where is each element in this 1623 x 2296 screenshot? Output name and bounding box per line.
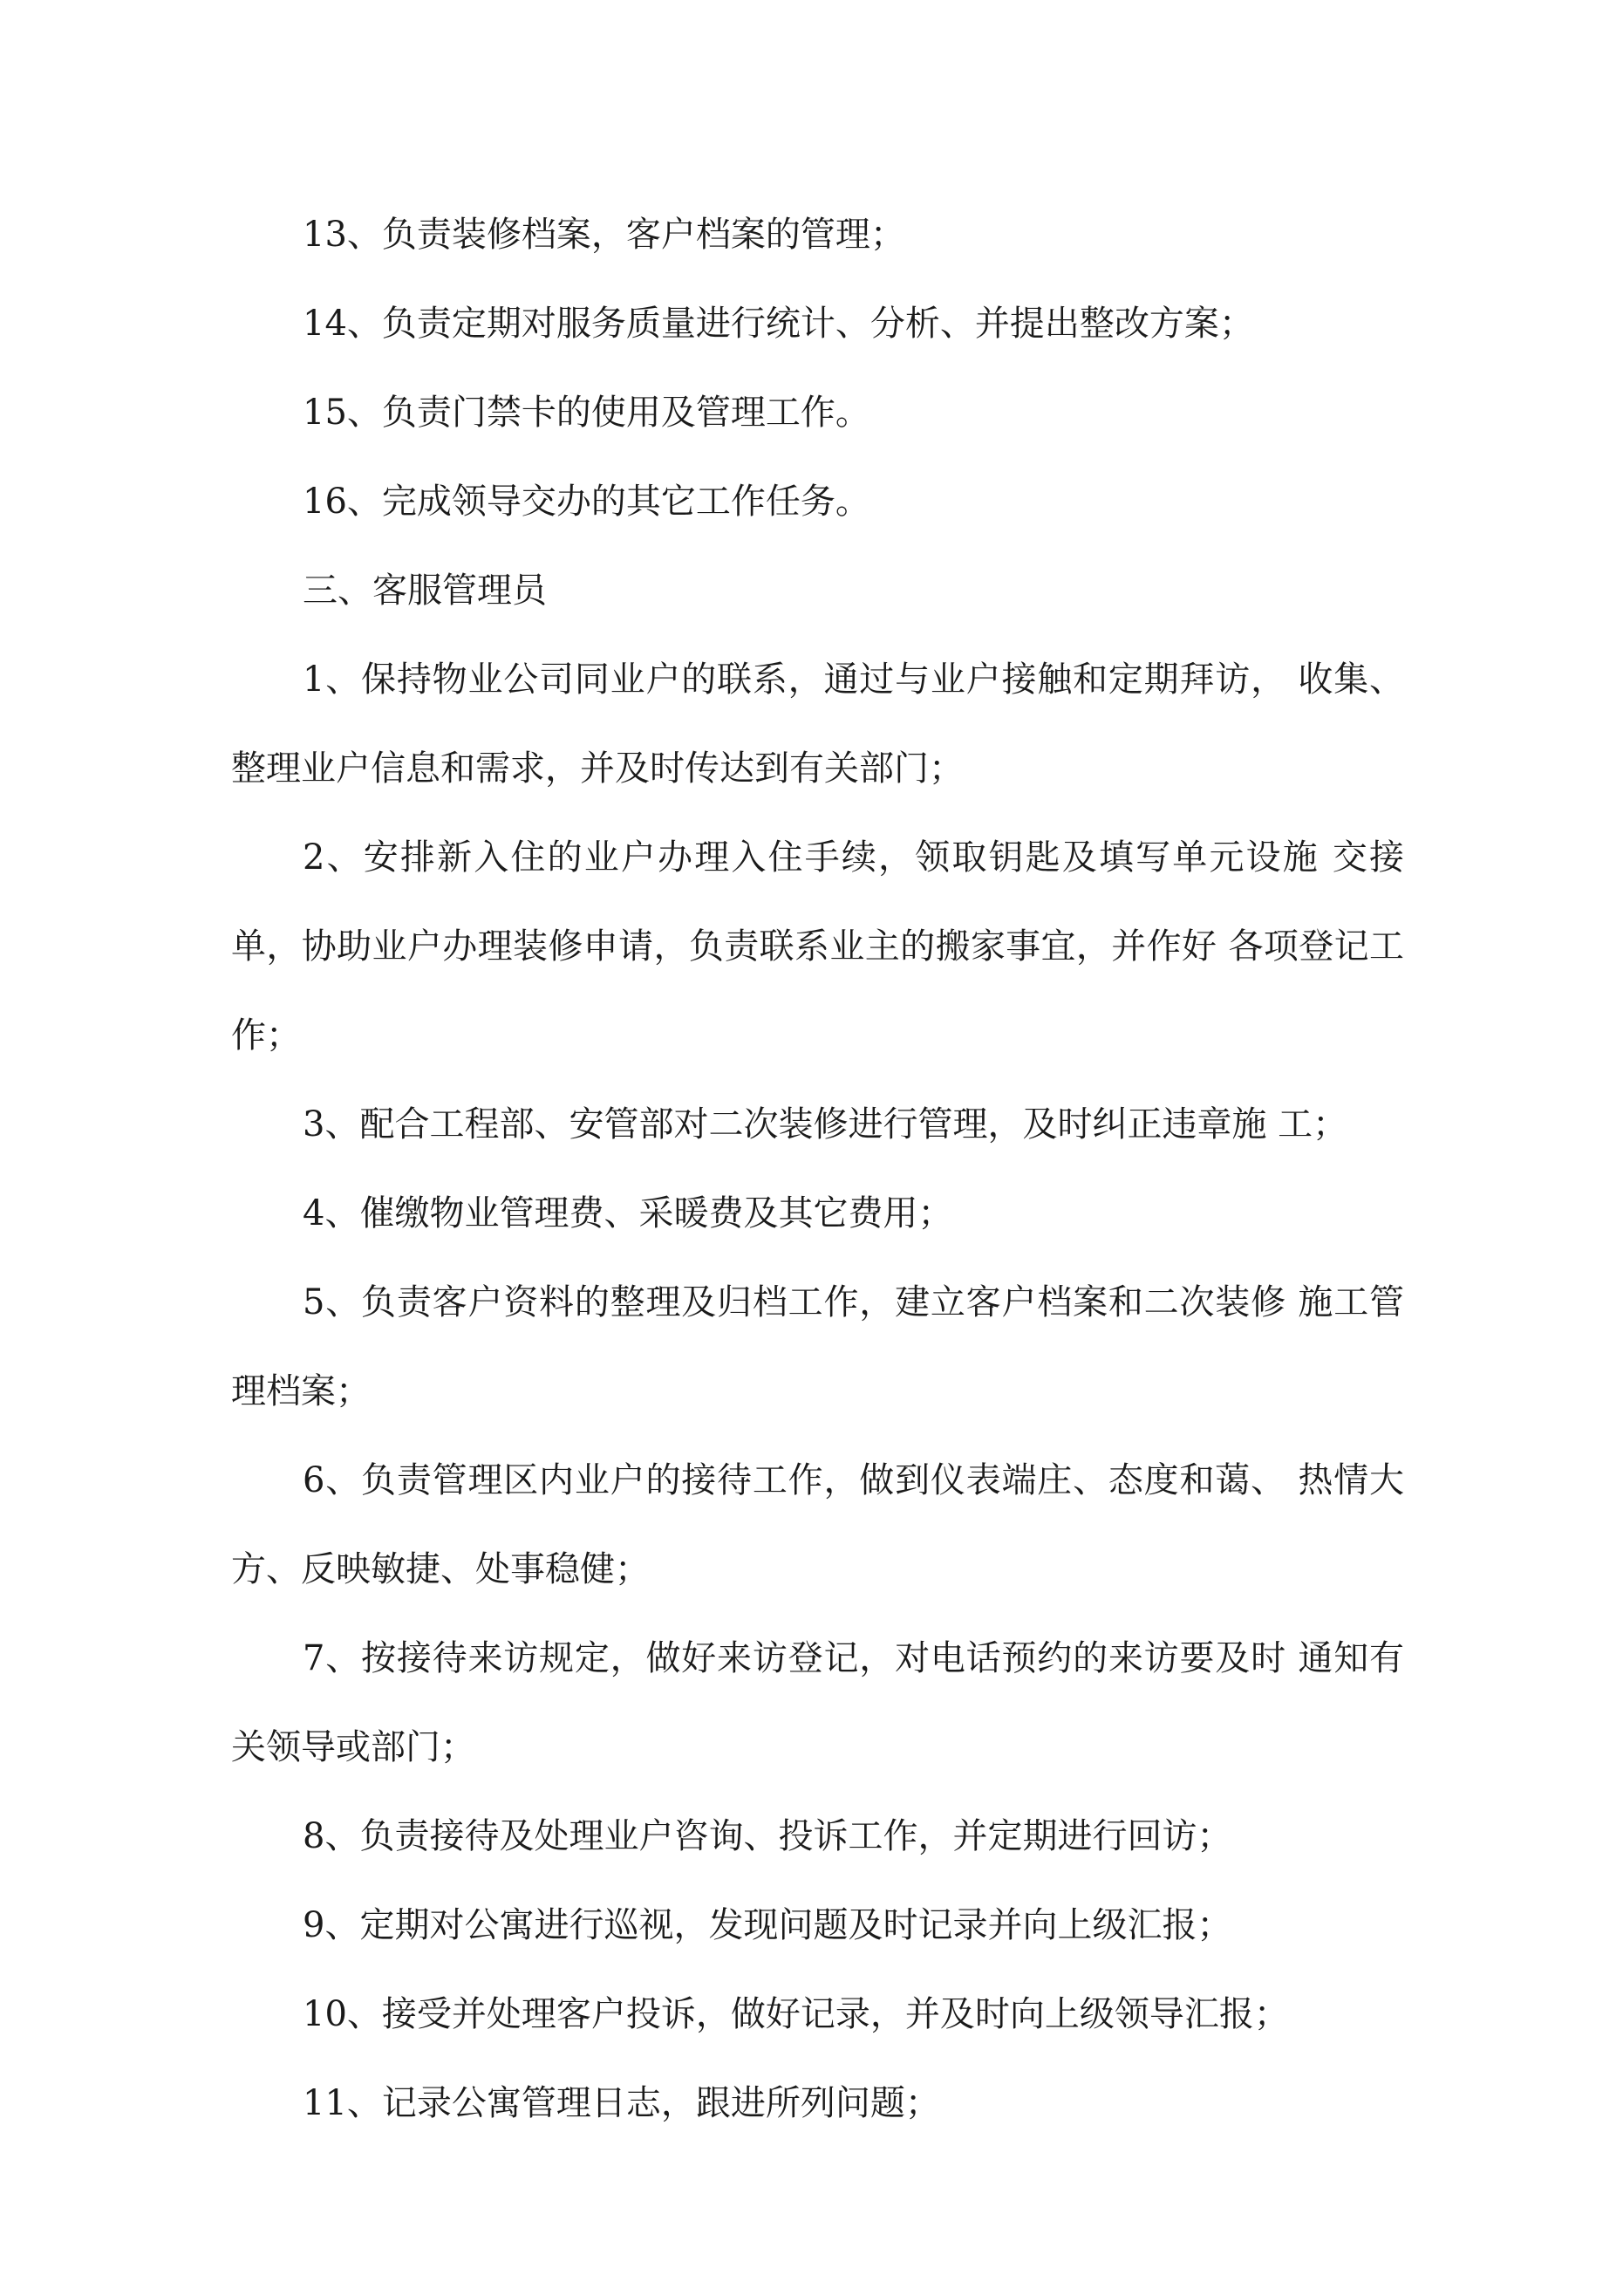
paragraph-item-11: 11、记录公寓管理日志，跟进所列问题； (303, 2083, 940, 2123)
paragraph-item-5: 5、负责客户资料的整理及归档工作，建立客户档案和二次装修 施工管理档案； (231, 1282, 1404, 1411)
paragraph-item-8: 8、负责接待及处理业户咨询、投诉工作，并定期进行回访； (303, 1816, 1232, 1856)
paragraph-item-16: 16、完成领导交办的其它工作任务。 (303, 482, 870, 522)
paragraph-item-6: 6、负责管理区内业户的接待工作，做到仪表端庄、态度和蔼、 热情大方、反映敏捷、处事稳健； (231, 1460, 1404, 1589)
paragraph-item-13: 13、负责装修档案，客户档案的管理； (303, 215, 905, 255)
document-body (231, 190, 1404, 2148)
paragraph-item-7: 7、按接待来访规定，做好来访登记，对电话预约的来访要及时 通知有关领导或部门； (231, 1638, 1404, 1767)
paragraph-item-9: 9、定期对公寓进行巡视，发现问题及时记录并向上级汇报； (303, 1905, 1232, 1945)
section-heading: 三、客服管理员 (303, 571, 547, 611)
paragraph-item-3: 3、配合工程部、安管部对二次装修进行管理，及时纠正违章施 工； (303, 1104, 1348, 1145)
paragraph-item-15: 15、负责门禁卡的使用及管理工作。 (303, 393, 870, 433)
paragraph-item-2: 2、安排新入住的业户办理入住手续，领取钥匙及填写单元设施 交接单，协助业户办理装修申请，负责联系业主的搬家事宜，并作好 各项登记工作； (231, 837, 1404, 1056)
paragraph-item-1: 1、保持物业公司同业户的联系，通过与业户接触和定期拜访， 收集、整理业户信息和需求，并及时传达到有关部门； (231, 659, 1404, 789)
paragraph-item-14: 14、负责定期对服务质量进行统计、分析、并提出整改方案； (303, 304, 1254, 344)
paragraph-item-10: 10、接受并处理客户投诉，做好记录，并及时向上级领导汇报； (303, 1994, 1289, 2034)
paragraph-item-4: 4、催缴物业管理费、采暖费及其它费用； (303, 1193, 953, 1233)
